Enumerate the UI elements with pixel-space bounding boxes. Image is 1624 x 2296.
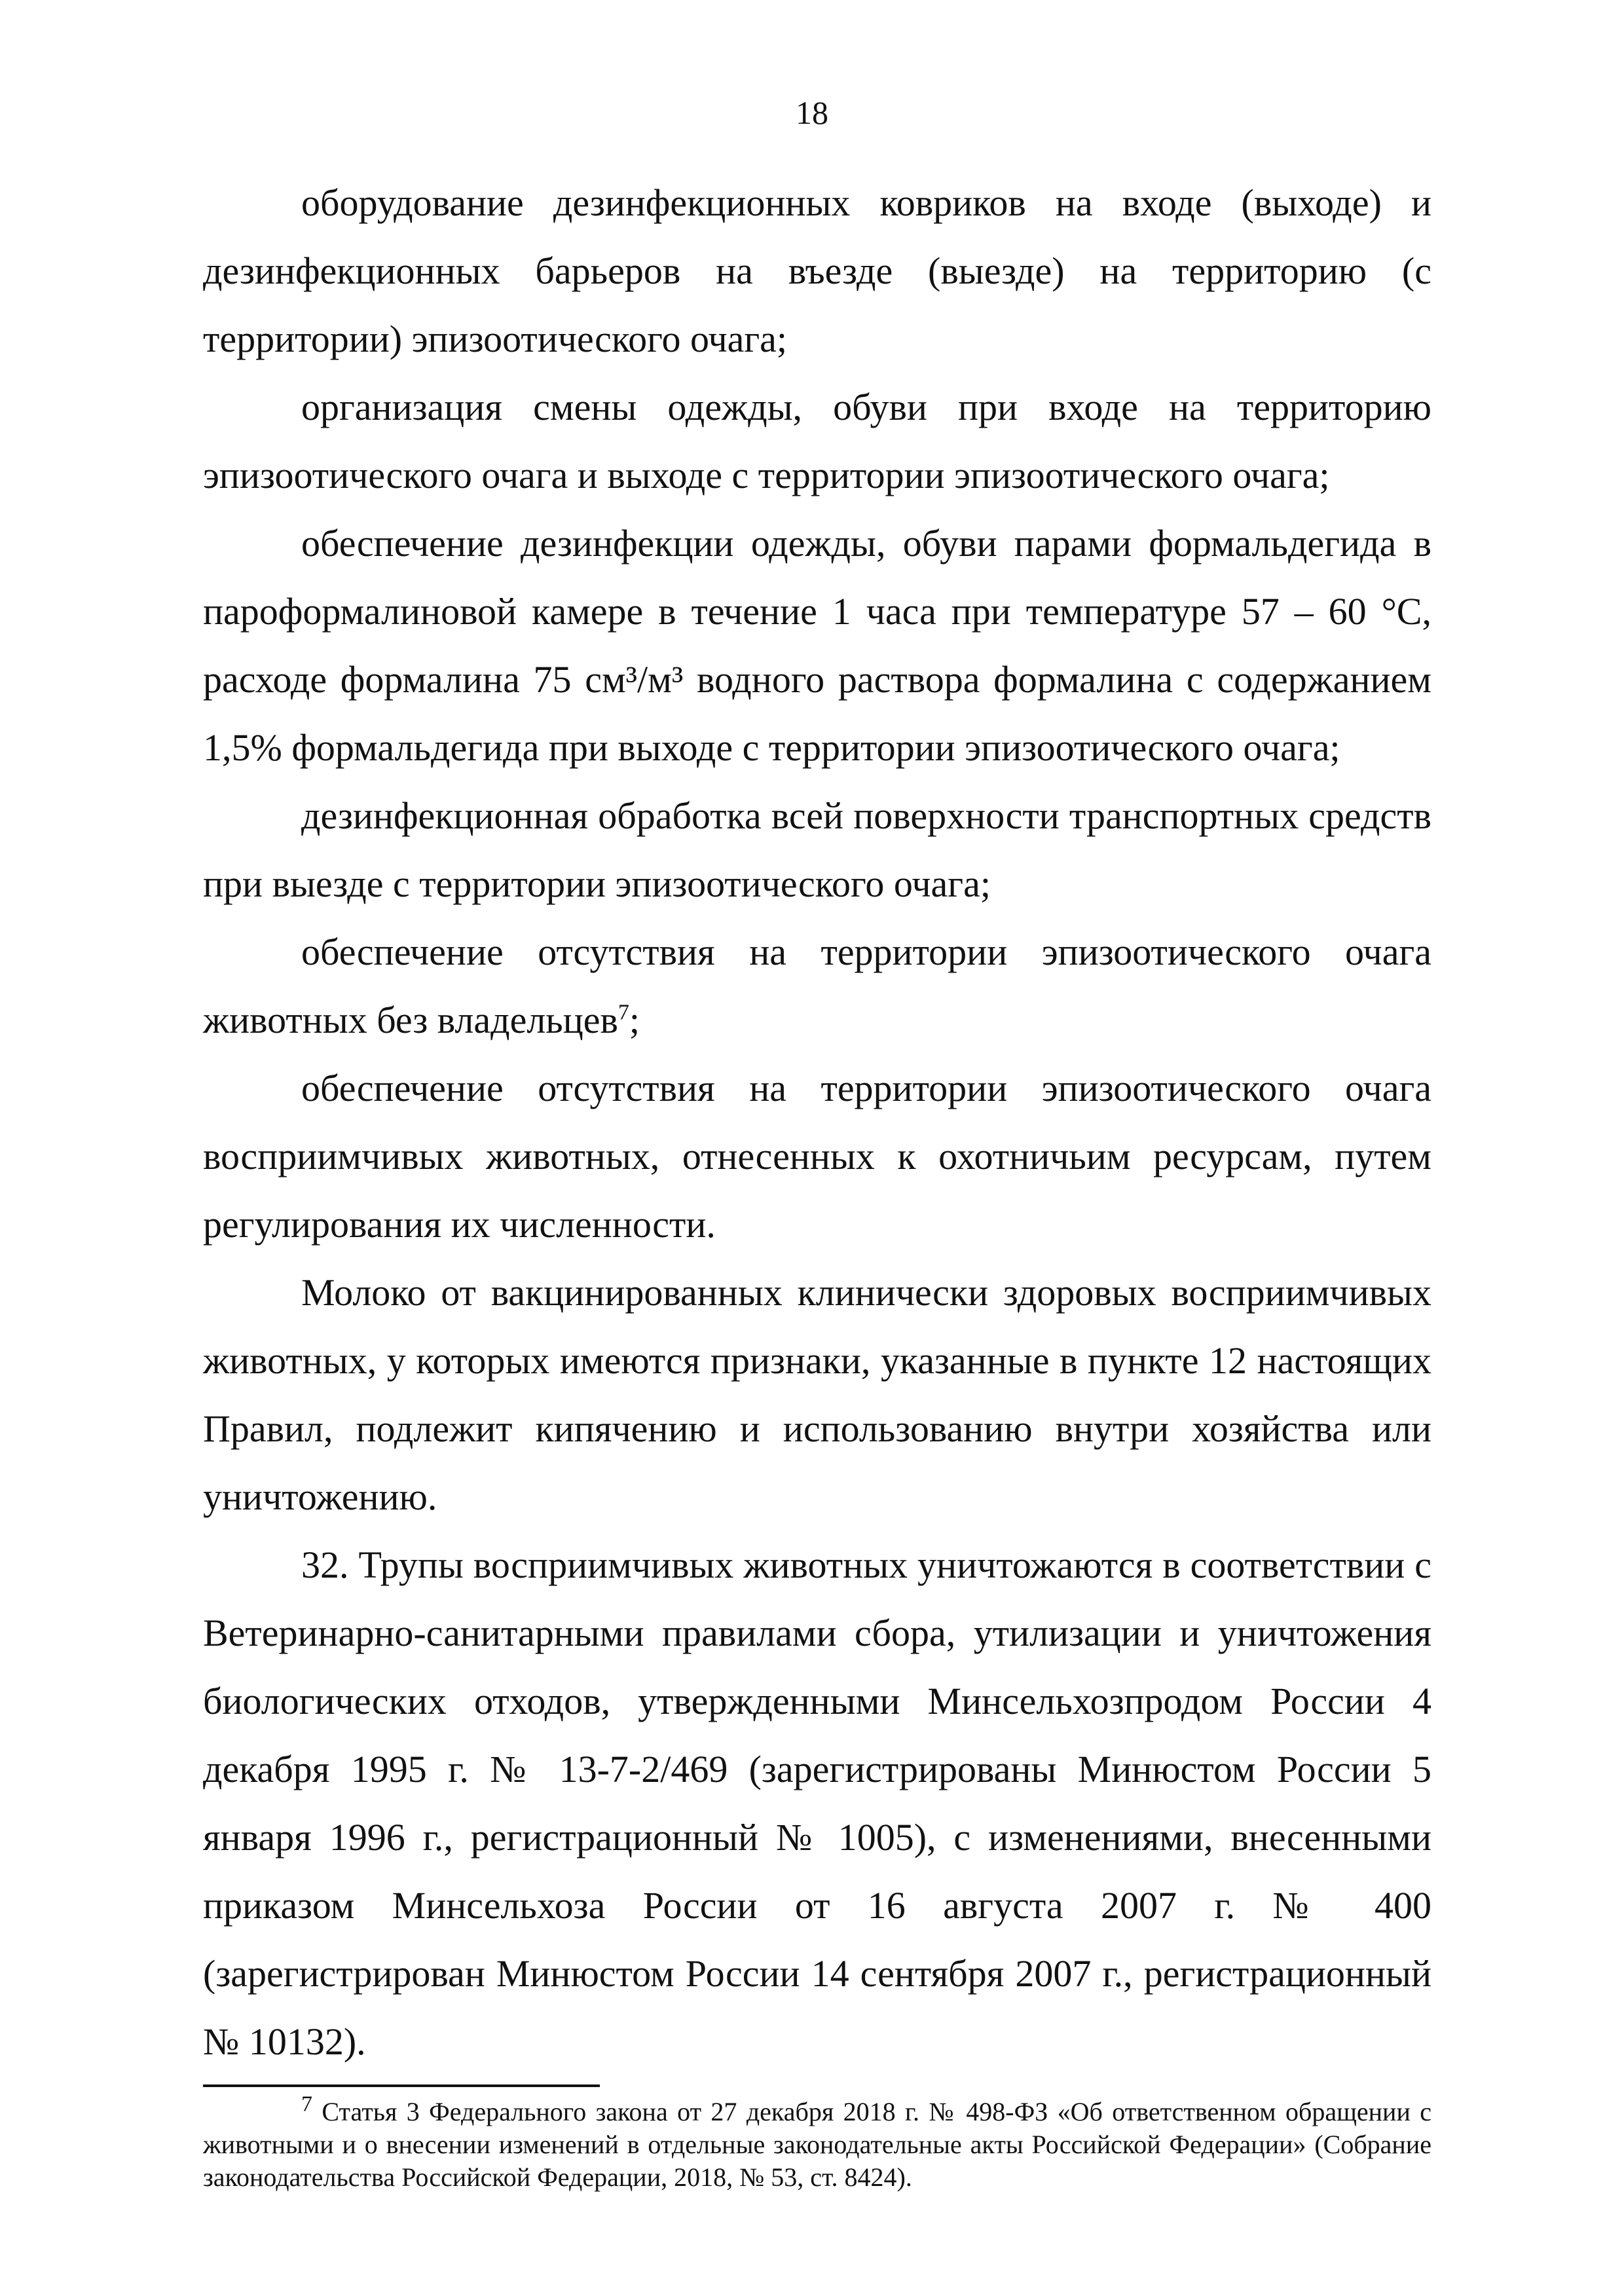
footnote-reference[interactable]: 7 [618, 1000, 629, 1025]
paragraph-ownerless-animals-tail: ; [629, 999, 640, 1041]
page-number: 18 [796, 94, 828, 131]
footnote-7 [203, 2092, 1431, 2194]
paragraph-ownerless-animals [203, 918, 1431, 1054]
paragraph-game-animals: обеспечение отсутствия на территории эпизоотического очага восприимчивых животных, отнесенных к охотничьим ресурсам, путем регулирования их численности. [203, 1067, 1431, 1246]
paragraph-clothing-change: организация смены одежды, обуви при входе на территорию эпизоотического очага и выходе с территории эпизоотического очага; [203, 386, 1431, 496]
body-text [203, 169, 1431, 2076]
paragraph-disinfection-mats: оборудование дезинфекционных ковриков на входе (выходе) и дезинфекционных барьеров на въезде (выезде) на территорию (с территории) эпизоотического очага; [203, 181, 1431, 360]
footnote-marker: 7 [301, 2092, 312, 2117]
footnote-text: Статья 3 Федерального закона от 27 декабря 2018 г. № 498-ФЗ «Об ответственном обращении с животными и о внесении изменений в отдельные законодательные акты Российской Федерации» (Собрание законодательства Российской Федерации, 2018, № 53, ст. 8424). [203, 2097, 1431, 2192]
paragraph-milk: Молоко от вакцинированных клинически здоровых восприимчивых животных, у которых имеются признаки, указанные в пункте 12 настоящих Правил, подлежит кипячению и использованию внутри хозяйства или уничтожению. [203, 1271, 1431, 1518]
footnote-separator [203, 2084, 600, 2087]
paragraph-32-carcasses: 32. Трупы восприимчивых животных уничтожаются в соответствии с Ветеринарно-санитарными правилами сбора, утилизации и уничтожения биологических отходов, утвержденными Минсельхозпродом России 4 декабря 1995 г. № 13-7-2/469 (зарегистрированы Минюстом России 5 января 1996 г., регистрационный № 1005), с изменениями, внесенными приказом Минсельхоза России от 16 августа 2007 г. № 400 (зарегистрирован Минюстом России 14 сентября 2007 г., регистрационный № 10132). [203, 1544, 1431, 2063]
paragraph-clothing-disinfection: обеспечение дезинфекции одежды, обуви парами формальдегида в пароформалиновой камере в течение 1 часа при температуре 57 – 60 °С, расходе формалина 75 см³/м³ водного раствора формалина с содержанием 1,5% формальдегида при выходе с территории эпизоотического очага; [203, 522, 1431, 769]
paragraph-ownerless-animals-text: обеспечение отсутствия на территории эпизоотического очага животных без владельцев [203, 931, 1431, 1041]
paragraph-vehicle-treatment: дезинфекционная обработка всей поверхности транспортных средств при выезде с территории эпизоотического очага; [203, 794, 1431, 905]
